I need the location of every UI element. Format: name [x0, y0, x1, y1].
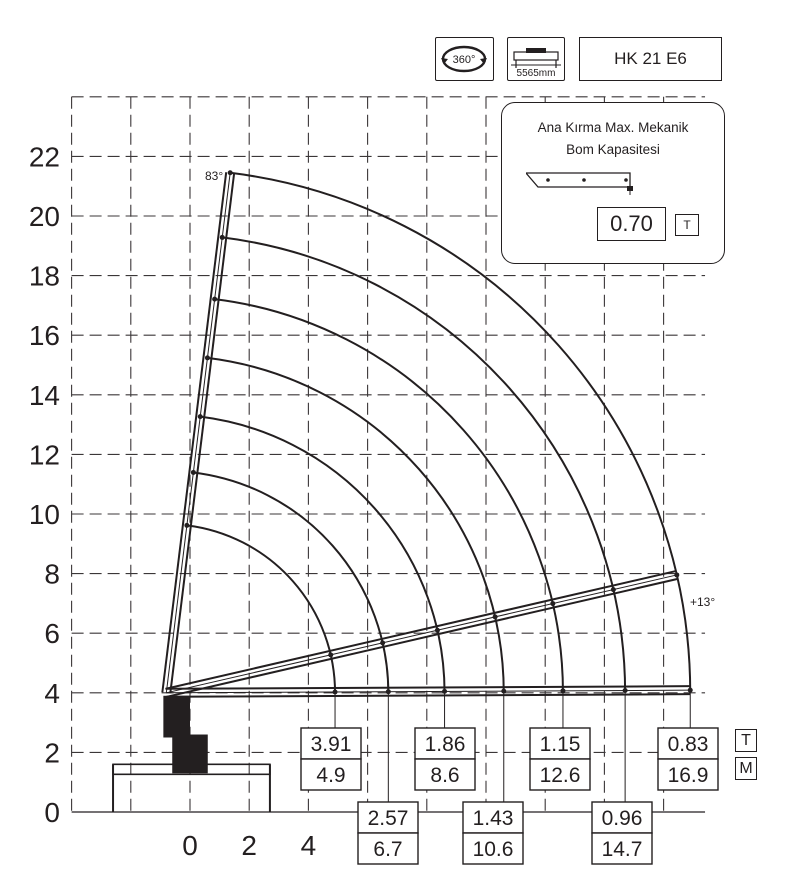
reach-value: 4.9 [316, 764, 346, 787]
unit-load: T [735, 729, 757, 752]
boom-13-joint [493, 614, 498, 619]
capacity-value: 3.91 [310, 733, 352, 756]
y-tick-label: 10 [28, 499, 60, 530]
unit-reach: M [735, 757, 757, 780]
boom-83-joint [212, 297, 217, 302]
y-tick-label: 16 [28, 320, 60, 352]
boom-83-joint [184, 523, 189, 528]
capacity-title-line2: Bom Kapasitesi [566, 142, 660, 157]
boom-83-upper [162, 172, 226, 692]
truck-silhouette [113, 696, 270, 812]
boom-0-joint [623, 688, 628, 693]
model-name: HK 21 E6 [579, 37, 722, 81]
boom-13-upper [165, 571, 675, 689]
boom-83-joint [220, 235, 225, 240]
boom-0-upper [166, 686, 690, 689]
boom-13-joint [328, 652, 333, 657]
capacity-value: 1.43 [472, 807, 514, 830]
reach-value: 6.7 [373, 838, 403, 861]
reach-value: 14.7 [601, 838, 643, 861]
x-tick-label: 4 [300, 830, 317, 861]
capacity-boxes [301, 728, 718, 864]
y-tick-label: 20 [28, 201, 60, 232]
rotation-label: 360° [452, 54, 476, 66]
boom-83-joint [228, 170, 233, 175]
reach-value: 16.9 [667, 764, 709, 787]
boom-capacity-value: 0.70 [597, 207, 666, 241]
reach-arc [207, 358, 503, 693]
reach-value: 12.6 [539, 764, 581, 787]
rotation-360-icon [436, 38, 493, 80]
boom-13-joint [674, 572, 679, 577]
y-tick-label: 18 [28, 260, 60, 292]
capacity-value: 2.57 [367, 807, 409, 830]
boom-83-center [166, 173, 230, 693]
boom-0-lower [166, 694, 690, 697]
capacity-value: 0.96 [601, 807, 643, 830]
rotation-360-button [435, 37, 494, 81]
y-tick-label: 12 [28, 439, 60, 471]
boom-83-joint [198, 414, 203, 419]
boom-13-lower [167, 579, 677, 697]
boom-13-joint [550, 601, 555, 606]
crane-column [172, 735, 208, 774]
capacity-value: 1.86 [424, 733, 466, 756]
reach-value: 8.6 [430, 764, 460, 787]
max-angle-label: 83° [205, 169, 224, 183]
outrigger-width-icon [508, 38, 564, 80]
boom-0-joint [560, 688, 565, 693]
boom-13-joint [380, 640, 385, 645]
boom-capacity-unit: T [675, 214, 699, 236]
x-tick-label: 0 [182, 830, 198, 861]
boom-83-joint [205, 355, 210, 360]
y-tick-label: 8 [44, 558, 60, 590]
capacity-value: 1.15 [539, 733, 581, 756]
capacity-title-line1: Ana Kırma Max. Mekanik [537, 120, 689, 135]
boom-13-joint [435, 628, 440, 633]
y-tick-label: 14 [28, 379, 60, 411]
reach-arc [222, 237, 625, 692]
crane-base [163, 696, 190, 738]
label-leaders [335, 693, 690, 802]
boom-83-joint [191, 470, 196, 475]
x-tick-label: 2 [241, 830, 257, 861]
boom-13-joint [611, 587, 616, 592]
capacity-value: 0.83 [667, 733, 709, 756]
boom-13-center [166, 575, 676, 693]
y-tick-label: 22 [28, 141, 60, 173]
outrigger-width-button [507, 37, 565, 81]
width-label: 5565mm [516, 68, 556, 79]
boom-0-joint [688, 688, 693, 693]
y-tick-label: 4 [44, 677, 60, 709]
boom-83-lower [170, 173, 234, 693]
min-angle-label: +13° [690, 595, 716, 609]
y-tick-label: 2 [44, 737, 60, 769]
reach-value: 10.6 [472, 838, 514, 861]
y-tick-label: 6 [44, 618, 60, 650]
y-tick-label: 0 [44, 797, 60, 828]
